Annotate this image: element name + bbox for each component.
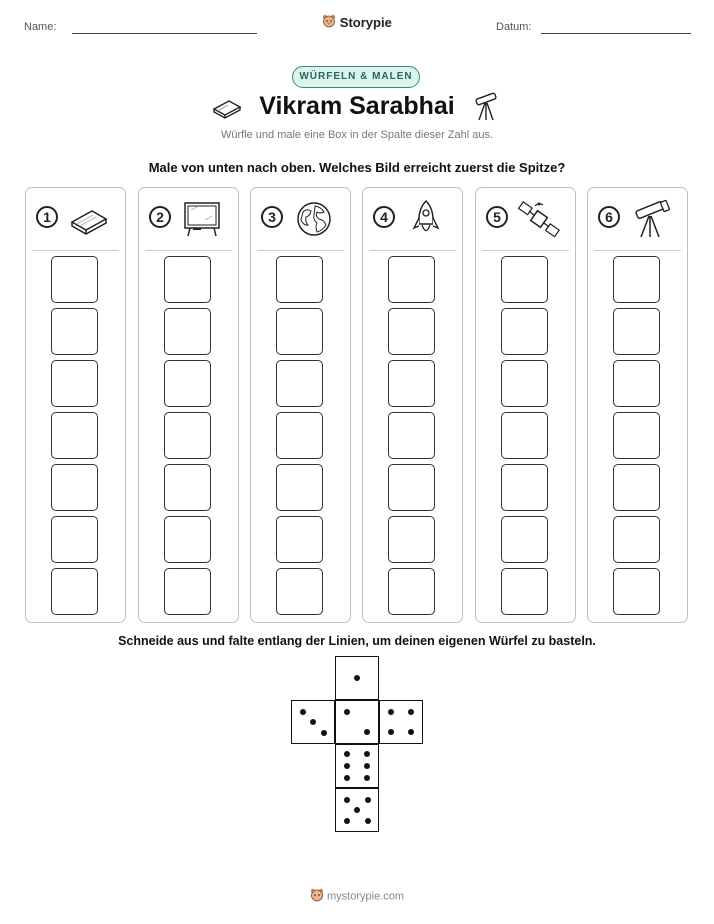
color-box[interactable] (276, 412, 323, 459)
dice-column-1 (25, 187, 126, 623)
dice-face-3 (291, 700, 335, 744)
color-box[interactable] (613, 256, 660, 303)
color-box[interactable] (164, 516, 211, 563)
color-box[interactable] (501, 308, 548, 355)
color-box[interactable] (276, 360, 323, 407)
dice-pip (344, 763, 350, 769)
dice-pip (344, 751, 350, 757)
dice-pip (364, 775, 370, 781)
column-divider (145, 250, 232, 251)
color-box[interactable] (613, 464, 660, 511)
dice-column-2 (138, 187, 239, 623)
dice-pip (408, 709, 414, 715)
dice-instruction: Schneide aus und falte entlang der Linien, um deinen eigenen Würfel zu basteln. (118, 634, 596, 648)
dice-face-4 (379, 700, 423, 744)
column-header (26, 188, 125, 250)
bear-icon (310, 893, 327, 905)
dice-face-6 (335, 744, 379, 788)
column-divider (257, 250, 344, 251)
column-number: 5 (486, 206, 508, 228)
column-divider (594, 250, 681, 251)
dice-pip (344, 709, 350, 715)
globe-icon (293, 198, 335, 240)
brand-logo (0, 14, 714, 31)
column-number: 4 (373, 206, 395, 228)
color-box[interactable] (51, 308, 98, 355)
column-header (251, 188, 350, 250)
blackboard-icon (181, 198, 223, 240)
color-box[interactable] (276, 568, 323, 615)
color-box[interactable] (613, 308, 660, 355)
color-box[interactable] (164, 256, 211, 303)
color-box[interactable] (388, 568, 435, 615)
column-divider (369, 250, 456, 251)
color-box[interactable] (51, 360, 98, 407)
date-label: Datum: (496, 21, 532, 33)
dice-pip (321, 730, 327, 736)
activity-tag: WÜRFELN & MALEN (292, 66, 420, 88)
column-number: 6 (598, 206, 620, 228)
color-box[interactable] (613, 412, 660, 459)
color-box[interactable] (613, 516, 660, 563)
color-box[interactable] (51, 516, 98, 563)
column-header (588, 188, 687, 250)
book-icon (68, 198, 110, 240)
dice-face-1 (335, 656, 379, 700)
dice-pip (365, 818, 371, 824)
dice-pip (354, 807, 360, 813)
dice-column-5 (475, 187, 576, 623)
color-box[interactable] (501, 464, 548, 511)
color-box[interactable] (388, 412, 435, 459)
color-box[interactable] (276, 308, 323, 355)
color-box[interactable] (501, 568, 548, 615)
dice-pip (364, 763, 370, 769)
color-box[interactable] (164, 412, 211, 459)
color-box[interactable] (51, 568, 98, 615)
dice-column-6 (587, 187, 688, 623)
column-number: 1 (36, 206, 58, 228)
dice-pip (364, 751, 370, 757)
color-box[interactable] (613, 360, 660, 407)
subtitle: Würfle und male eine Box in der Spalte dieser Zahl aus. (220, 129, 494, 141)
column-header (476, 188, 575, 250)
color-box[interactable] (613, 568, 660, 615)
color-box[interactable] (276, 256, 323, 303)
bear-icon (322, 16, 340, 31)
name-line[interactable] (72, 33, 257, 34)
dice-pip (388, 709, 394, 715)
color-box[interactable] (51, 412, 98, 459)
footer (0, 888, 714, 905)
dice-face-5 (335, 788, 379, 832)
column-divider (32, 250, 119, 251)
color-box[interactable] (388, 464, 435, 511)
dice-pip (354, 675, 360, 681)
rocket-icon (405, 198, 447, 240)
telescope-icon (630, 198, 672, 240)
satellite-icon (518, 198, 560, 240)
color-box[interactable] (276, 464, 323, 511)
dice-column-4 (362, 187, 463, 623)
dice-pip (344, 797, 350, 803)
instruction: Male von unten nach oben. Welches Bild erreicht zuerst die Spitze? (148, 160, 566, 175)
page-title: Vikram Sarabhai (259, 92, 455, 120)
column-number: 2 (149, 206, 171, 228)
dice-pip (300, 709, 306, 715)
color-box[interactable] (388, 308, 435, 355)
telescope-icon (470, 90, 502, 127)
name-label: Name: (24, 21, 57, 33)
dice-pip (310, 719, 316, 725)
color-box[interactable] (276, 516, 323, 563)
column-header (363, 188, 462, 250)
dice-pip (388, 729, 394, 735)
color-box[interactable] (388, 360, 435, 407)
color-box[interactable] (501, 256, 548, 303)
brand-name: Storypie (339, 15, 392, 31)
color-box[interactable] (501, 516, 548, 563)
dice-pip (344, 775, 350, 781)
color-box[interactable] (388, 256, 435, 303)
dice-pip (364, 729, 370, 735)
column-header (139, 188, 238, 250)
dice-pip (408, 729, 414, 735)
date-line[interactable] (541, 33, 691, 34)
color-box[interactable] (501, 412, 548, 459)
color-box[interactable] (501, 360, 548, 407)
dice-pip (344, 818, 350, 824)
dice-pip (365, 797, 371, 803)
dice-face-2 (335, 700, 379, 744)
color-box[interactable] (164, 568, 211, 615)
color-box[interactable] (388, 516, 435, 563)
color-box[interactable] (164, 360, 211, 407)
column-number: 3 (261, 206, 283, 228)
color-box[interactable] (51, 464, 98, 511)
footer-url: mystorypie.com (327, 890, 405, 903)
dice-column-3 (250, 187, 351, 623)
color-box[interactable] (51, 256, 98, 303)
color-box[interactable] (164, 464, 211, 511)
color-box[interactable] (164, 308, 211, 355)
column-divider (482, 250, 569, 251)
